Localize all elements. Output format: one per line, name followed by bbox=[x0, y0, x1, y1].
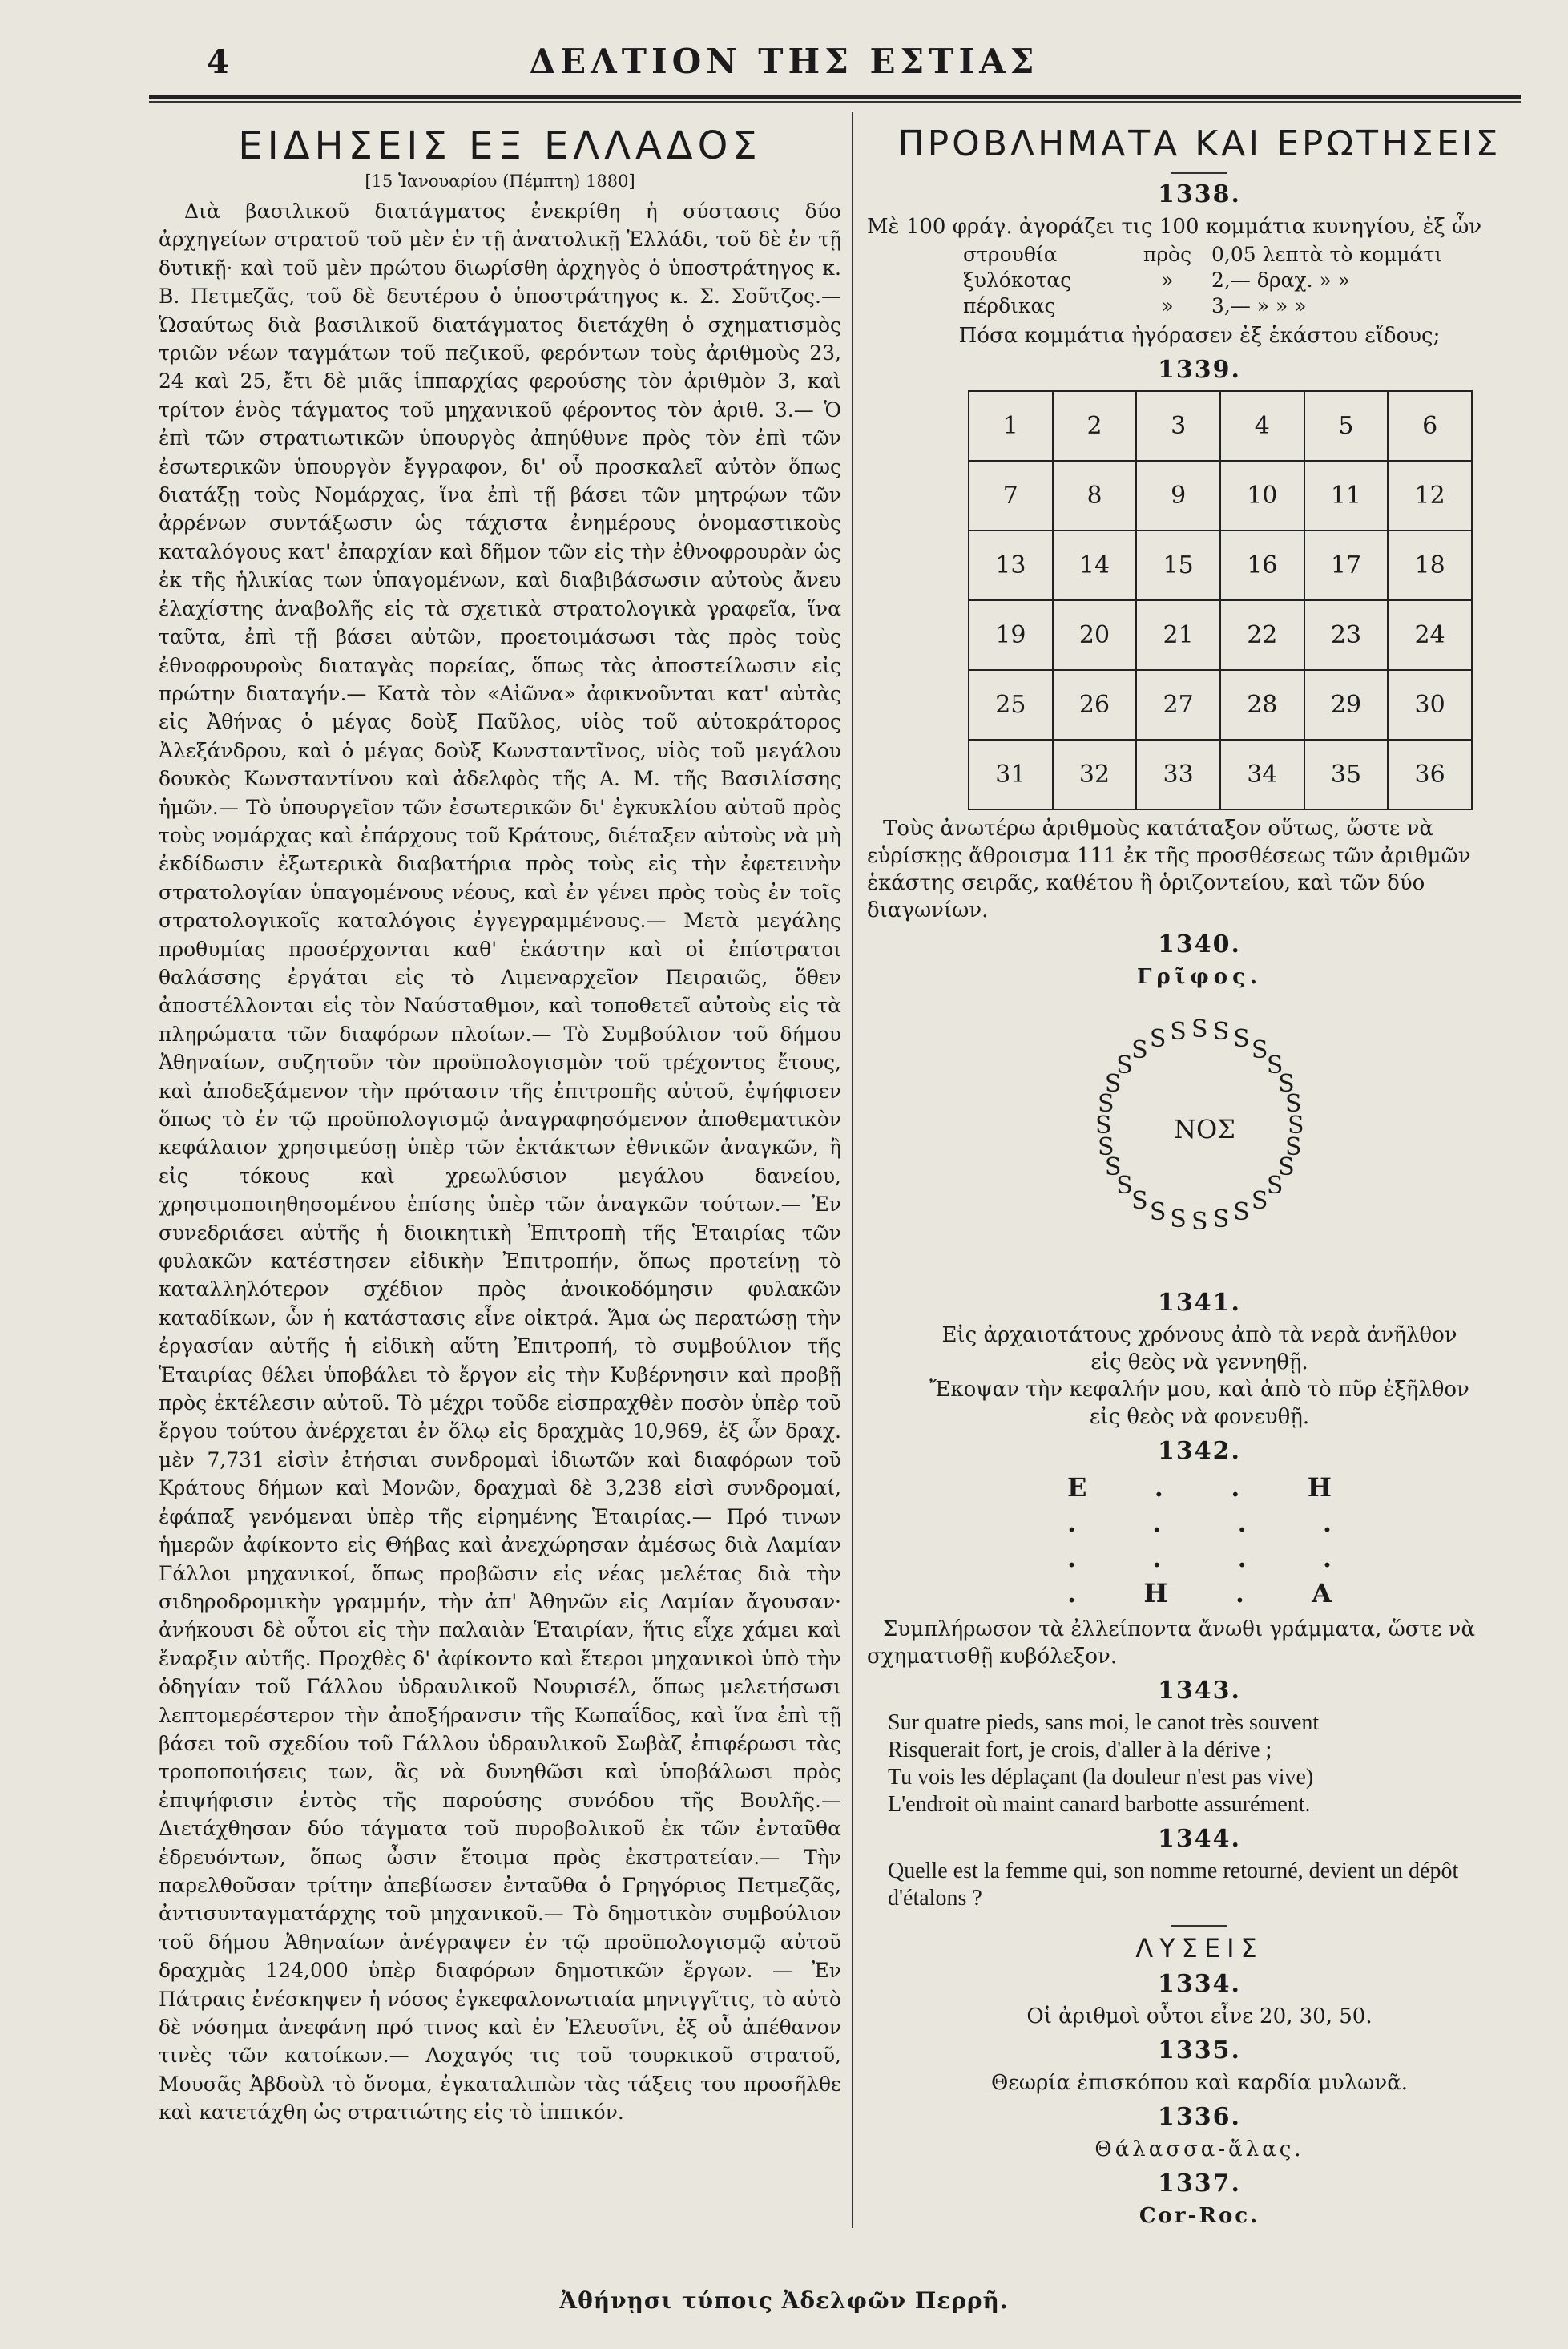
price-mid: πρὸς bbox=[1143, 243, 1192, 266]
price-row bbox=[867, 293, 1532, 319]
news-column bbox=[159, 119, 841, 2127]
header-rule-thin bbox=[149, 101, 1521, 103]
price-item: στρουθία bbox=[963, 243, 1058, 266]
problem-number: 1338. bbox=[1158, 180, 1241, 208]
grid-cell: 34 bbox=[1220, 740, 1304, 809]
word-square-cell: . bbox=[1235, 1578, 1244, 1608]
word-square-cell: . bbox=[1322, 1543, 1332, 1573]
problem-1341-line: εἰς θεὸς νὰ γεννηθῇ. bbox=[1090, 1350, 1308, 1374]
separator bbox=[1171, 1925, 1227, 1927]
grid-cell: 9 bbox=[1136, 461, 1220, 531]
news-body: Διὰ βασιλικοῦ διατάγματος ἐνεκρίθη ἡ σύστασις δύο ἀρχηγείων στρατοῦ τοῦ μὲν ἐν τῇ ἀνατολικῇ Ἑλλάδι, τοῦ δὲ ἐν τῇ δυτικῇ· καὶ τοῦ μὲν πρώτου διωρίσθη ἀρχηγὸς ὁ ὑποστράτηγος κ. Β. Πετμεζᾶς, τοῦ δὲ δευτέρου ὁ ὑποστράτηγος κ. Σ. Σοῦτζος.— Ὡσαύτως διὰ βασιλικοῦ διατάγματος διετάχθη ὁ σχηματισμὸς τριῶν νέων ταγμάτων τοῦ πεζικοῦ, φερόντων τοὺς ἀριθμοὺς 23, 24 καὶ 25, ἔτι δὲ μιᾶς ἱππαρχίας φερούσης τὸν ἀριθμὸν 3, καὶ τρίτον ἑνὸς τάγματος τοῦ μηχανικοῦ φέροντος τὸν ἀριθ. 3.— Ὁ ἐπὶ τῶν στρατιωτικῶν ὑπουργὸς ἀπηύθυνε πρὸς τὸν ἐπὶ τῶν ἐσωτερικῶν ὑπουργὸν ἔγγραφον, δι' οὗ προσκαλεῖ αὐτὸν ὅπως διατάξῃ τοὺς Νομάρχας, ἵνα ἐπὶ τῇ βάσει τῶν μητρῴων τῶν ἀρρένων συντάξωσιν ὡς τάχιστα ἐνημέρους ὀνομαστικοὺς καταλόγους κατ' ἐπαρχίαν καὶ δῆμον τῶν εἰς τὴν ἐθνοφρουρὰν ὡς ἐκ τῆς ἡλικίας των ὑπαγομένων, καὶ διαβιβάσωσιν αὐτοὺς ἄνευ ἐλαχίστης ἀναβολῆς εἰς τὰ σχετικὰ στρατολογικὰ γραφεῖα, ἵνα ταῦτα, ἐπὶ τῇ βάσει αὐτῶν, προετοιμάσωσι τὰς πρὸς τοὺς ἐθνοφρουροὺς διαταγὰς πορείας, ὅπως τὰς ἀποστείλωσιν εἰς πρώτην διαταγήν.— Κατὰ τὸν «Αἰῶνα» ἀφικνοῦνται κατ' αὐτὰς εἰς Ἀθήνας ὁ μέγας δοὺξ Παῦλος, υἱὸς τοῦ αὐτοκράτορος Ἀλεξάνδρου, καὶ ὁ μέγας δοὺξ Κωνσταντῖνος, υἱὸς τοῦ μεγάλου δουκὸς Κωνσταντίνου καὶ ἀδελφὸς τῆς Α. Μ. τῆς Βασιλίσσης ἡμῶν.— Τὸ ὑπουργεῖον τῶν ἐσωτερικῶν δι' ἐγκυκλίου αὐτοῦ πρὸς τοὺς νομάρχας καὶ ἐπάρχους τοῦ Κράτους, διέταξεν αὐτοὺς νὰ μὴ ἐκδίδωσιν ἐξωτερικὰ διαβατήρια πρὸς τοὺς εἰς τὴν ἐφετεινὴν στρατολογίαν ὑπαγομένους νέους, καὶ ἐν γένει πρὸς τοὺς ἐν τοῖς στρατολογικοῖς καταλόγοις ἐγγεγραμμένους.— Μετὰ μεγάλης προθυμίας προσέρχονται καθ' ἑκάστην καὶ οἱ ἐπίστρατοι θαλάσσης ἐργάται εἰς τὸ Λιμεναρχεῖον Πειραιῶς, ὅθεν ἀποστέλλονται εἰς τὸν Ναύσταθμον, καὶ τοποθετεῖ αὐτοὺς εἰς τὰ πληρώματα τῶν διαφόρων πλοίων.— Τὸ Συμβούλιον τοῦ δήμου Ἀθηναίων, συζητοῦν τὸν προϋπολογισμὸν τοῦ τρέχοντος ἔτους, καὶ ἀποδεξάμενον τὴν πρότασιν τῆς ἐπιτροπῆς αὐτοῦ, ἐψήφισεν ὅπως τὸ ἐν τῷ προϋπολογισμῷ ἀναγραφησόμενον ἀποθεματικὸν κεφάλαιον χρησιμεύσῃ ὑπὲρ τῶν ἐκτάκτων ἐθνικῶν ἀναγκῶν, ἢ εἰς τόκους καὶ χρεωλύσιον μεγάλου δανείου, χρησιμοποιηθησομένου ἐπίσης ὑπὲρ τῶν ἀναγκῶν τούτων.— Ἐν συνεδριάσει αὐτῆς ἡ διοικητικὴ Ἐπιτροπὴ τῆς Ἑταιρίας τῶν φυλακῶν κατέστησεν εἰδικὴν Ἐπιτροπήν, ὅπως προτείνῃ τὸ καταλληλότερον σχέδιον πρὸς ἀνοικοδόμησιν φυλακῶν καταδίκων, ὧν ἡ κατάστασις εἶνε οἰκτρά. Ἅμα ὡς περατώσῃ τὴν ἐργασίαν αὐτῆς ἡ εἰδικὴ αὕτη Ἐπιτροπή, τὸ συμβούλιον τῆς Ἑταιρίας θέλει ὑποβάλει τὸ ἔργον εἰς τὴν Κυβέρνησιν καὶ προβῇ πρὸς ἐκτέλεσιν αὐτοῦ. Τὸ μέχρι τοῦδε εἰσπραχθὲν ποσὸν ὑπὲρ τοῦ ἔργου τούτου ἀνέρχεται ἐν ὅλῳ εἰς δραχμὰς 10,969, ἐξ ὧν δραχ. μὲν 7,731 εἰσὶν ἐτήσιαι συνδρομαὶ ἰδιωτῶν καὶ διαφόρων τοῦ Κράτους δήμων καὶ Μονῶν, δραχμαὶ δὲ 3,238 εἰσὶ συνδρομαί, ἐφάπαξ γενόμεναι ὑπὲρ τῆς εἰρημένης Ἑταιρίας.— Πρό τινων ἡμερῶν ἀφίκοντο εἰς Θήβας καὶ ἀνεχώρησαν ἀμέσως διὰ Λαμίαν Γάλλοι μηχανικοί, ὅπως προβῶσιν εἰς νέας μελέτας διὰ τὴν σιδηροδρομικὴν γραμμήν, τὴν ἀπ' Ἀθηνῶν εἰς Λαμίαν ἄγουσαν· ἀνήκουσι δὲ οὗτοι εἰς τὴν παλαιὰν Ἑταιρίαν, ἥτις εἶχε χάμει καὶ ἔναρξιν αὐτῆς. Προχθὲς δ' ἀφίκοντο καὶ ἕτεροι μηχανικοὶ ὑπὸ τὴν ὁδηγίαν τοῦ Γάλλου ὑδραυλικοῦ Νουρισέλ, ὅπως μελετήσωσι λεπτομερέστερον τὴν ἀποξήρανσιν τῆς Κωπαΐδος, καὶ ἵνα ἐπὶ τῇ βάσει τοῦ σχεδίου τοῦ Γάλλου ὑδραυλικοῦ Σωβὰζ ἐπιφέρωσι τὰς τροποποιήσεις των, ἃς νὰ δυνηθῶσι καὶ ὑποβάλωσι πρὸς ἐπιψήφισιν ἐντὸς τῆς παρούσης συνόδου τῆς Βουλῆς.— Διετάχθησαν δύο τάγματα τοῦ πυροβολικοῦ ἐκ τῶν ἐνταῦθα ἑδρευόντων, ὅπως ὦσιν ἕτοιμα πρὸς ἐκστρατείαν.— Τὴν παρελθοῦσαν τρίτην ἀπεβίωσεν ἐνταῦθα ὁ Γρηγόριος Πετμεζᾶς, ἀντισυνταγματάρχης τοῦ μηχανικοῦ.— Τὸ δημοτικὸν συμβούλιον τοῦ δήμου Ἀθηναίων ἀνέγραψεν ἐν τῷ προϋπολογισμῷ αὐτοῦ δραχμὰς 124,000 ὑπὲρ διαφόρων δημοτικῶν ἔργων. — Ἐν Πάτραις ἐνέσκηψεν ἡ νόσος ἐγκεφαλονωτιαία μηνιγγῖτις, τὸ αὐτὸ δὲ νόσημα ἀνεφάνη πρό τινος καὶ ἐν Ἐλευσῖνι, ἐξ οὗ ἀπέθανον τινὲς τῶν κατοίκων.— Λοχαγός τις τοῦ τουρκικοῦ στρατοῦ, Μουσᾶς Ἀβδοὺλ τὸ ὄνομα, ἐγκαταλιπὼν τὰς τάξεις του προσῆλθε καὶ κατετάχθη ὡς στρατιώτης εἰς τὸ ἱππικόν. bbox=[159, 200, 841, 2125]
masthead: ΔΕΛΤΙΟΝ ΤΗΣ ΕΣΤΙΑΣ bbox=[529, 42, 1039, 81]
grid-cell: 12 bbox=[1388, 461, 1472, 531]
price-row bbox=[867, 268, 1532, 293]
problem-1344-text: Quelle est la femme qui, son nomme retourné, devient un dépôt d'étalons ? bbox=[888, 1859, 1459, 1911]
problem-1342-text: Συμπλήρωσον τὰ ἐλλείποντα ἄνωθι γράμματα, ὥστε νὰ σχηματισθῇ κυβόλεξον. bbox=[867, 1617, 1476, 1669]
word-square-cell: . bbox=[1237, 1507, 1247, 1538]
problem-1341-line: εἰς θεὸς νὰ φονευθῇ. bbox=[1089, 1405, 1310, 1429]
word-square-cell: Η bbox=[1143, 1578, 1168, 1608]
rebus-center-word: ΝΟΣ bbox=[1174, 1114, 1235, 1144]
word-square-cell: . bbox=[1154, 1472, 1163, 1503]
grid-cell: 31 bbox=[969, 740, 1053, 809]
grid-cell: 11 bbox=[1304, 461, 1389, 531]
rebus-letter: S bbox=[1233, 1198, 1250, 1227]
grid-cell: 35 bbox=[1304, 740, 1389, 809]
grid-cell: 15 bbox=[1136, 531, 1220, 600]
rebus-letter: S bbox=[1266, 1171, 1284, 1200]
price-mid: » bbox=[1161, 268, 1174, 292]
grid-row bbox=[969, 740, 1472, 809]
word-square-cell: . bbox=[1152, 1543, 1162, 1573]
rebus-letter: S bbox=[1251, 1186, 1268, 1215]
grid-cell: 3 bbox=[1136, 391, 1220, 461]
rebus-letter: S bbox=[1251, 1036, 1268, 1065]
solution-text: Οἱ ἀριθμοὶ οὗτοι εἶνε 20, 30, 50. bbox=[1026, 2004, 1373, 2028]
word-square-cell: . bbox=[1067, 1578, 1077, 1608]
grid-cell: 13 bbox=[969, 531, 1053, 600]
grid-cell: 17 bbox=[1304, 531, 1389, 600]
grid-cell: 8 bbox=[1053, 461, 1137, 531]
problem-number: 1342. bbox=[1158, 1437, 1241, 1465]
grid-cell: 1 bbox=[969, 391, 1053, 461]
problem-1343-line: Tu vois les déplaçant (la douleur n'est pas vive) bbox=[888, 1765, 1314, 1790]
word-square-cell: . bbox=[1231, 1472, 1240, 1503]
problem-1341-line: Ἔκοψαν τὴν κεφαλήν μου, καὶ ἀπὸ τὸ πῦρ ἐξῆλθον bbox=[929, 1378, 1469, 1402]
problem-number: 1340. bbox=[1158, 930, 1241, 959]
news-section-title: ΕΙΔΗΣΕΙΣ ΕΞ ΕΛΛΑΔΟΣ bbox=[238, 123, 762, 168]
rebus-letter: S bbox=[1284, 1090, 1302, 1119]
word-square-row bbox=[1067, 1576, 1332, 1611]
grid-cell: 27 bbox=[1136, 670, 1220, 740]
grid-cell: 19 bbox=[969, 600, 1053, 670]
price-item: ξυλόκοτας bbox=[963, 268, 1072, 292]
problem-1343-line: Sur quatre pieds, sans moi, le canot très souvent bbox=[888, 1710, 1320, 1735]
grid-cell: 23 bbox=[1304, 600, 1389, 670]
problem-1343-line: Risquerait fort, je crois, d'aller à la dérive ; bbox=[888, 1738, 1272, 1762]
rebus-letter: S bbox=[1170, 1205, 1187, 1233]
rebus-letter: S bbox=[1170, 1018, 1187, 1046]
grid-cell: 32 bbox=[1053, 740, 1137, 809]
price-value: 0,05 λεπτὰ τὸ κομμάτι bbox=[1211, 243, 1443, 266]
grid-row bbox=[969, 600, 1472, 670]
rebus-letter: S bbox=[1098, 1090, 1115, 1119]
problem-1341-line: Εἰς ἀρχαιοτάτους χρόνους ἀπὸ τὰ νερὰ ἀνῆλθον bbox=[941, 1323, 1457, 1347]
solution-number: 1336. bbox=[1158, 2103, 1241, 2131]
grid-row bbox=[969, 531, 1472, 600]
grid-cell: 21 bbox=[1136, 600, 1220, 670]
grid-cell: 22 bbox=[1220, 600, 1304, 670]
solution-text: Cor-Roc. bbox=[1139, 2204, 1260, 2228]
problem-1340-subtitle: Γρῖφος. bbox=[1136, 965, 1263, 989]
rebus-letter: S bbox=[1191, 1208, 1208, 1236]
word-square-cell: Α bbox=[1312, 1578, 1332, 1608]
rebus-letter: S bbox=[1266, 1051, 1284, 1080]
grid-cell: 26 bbox=[1053, 670, 1137, 740]
rebus-letter: S bbox=[1149, 1024, 1167, 1053]
solution-number: 1335. bbox=[1158, 2036, 1241, 2064]
magic-square-grid bbox=[968, 390, 1473, 810]
rebus-letter: S bbox=[1278, 1069, 1295, 1098]
problem-number: 1341. bbox=[1158, 1289, 1241, 1317]
rebus-letter: S bbox=[1284, 1132, 1302, 1161]
news-dateline: [15 Ἰανουαρίου (Πέμπτη) 1880] bbox=[365, 172, 635, 191]
problems-column bbox=[867, 119, 1532, 2230]
word-square-cell: Ε bbox=[1067, 1472, 1087, 1503]
word-square-cell: . bbox=[1152, 1507, 1162, 1538]
problem-1338-question: Πόσα κομμάτια ἠγόρασεν ἐξ ἑκάστου εἴδους; bbox=[958, 324, 1441, 348]
grid-cell: 28 bbox=[1220, 670, 1304, 740]
price-mid: » bbox=[1161, 294, 1174, 317]
grid-cell: 4 bbox=[1220, 391, 1304, 461]
grid-cell: 5 bbox=[1304, 391, 1389, 461]
word-square-cell: . bbox=[1067, 1507, 1077, 1538]
grid-cell: 10 bbox=[1220, 461, 1304, 531]
problem-1338-prices bbox=[867, 242, 1532, 319]
solution-number: 1334. bbox=[1158, 1970, 1241, 1998]
solution-text: Θεωρία ἐπισκόπου καὶ καρδία μυλωνᾶ. bbox=[990, 2071, 1409, 2095]
problem-number: 1339. bbox=[1158, 356, 1241, 384]
grid-cell: 7 bbox=[969, 461, 1053, 531]
problems-section-title: ΠΡΟΒΛΗΜΑΤΑ ΚΑΙ ΕΡΩΤΗΣΕΙΣ bbox=[897, 123, 1501, 164]
problem-1339-text: Τοὺς ἀνωτέρω ἀριθμοὺς κατάταξον οὕτως, ὥστε νὰ εὑρίσκῃς ἄθροισμα 111 ἐκ τῆς προσθέσεως τῶν ἀριθμῶν ἑκάστης σειρᾶς, καθέτου ἢ ὁριζοντείου, καὶ τῶν δύο διαγωνίων. bbox=[867, 817, 1471, 922]
rebus-letter: S bbox=[1116, 1171, 1133, 1200]
page-header bbox=[0, 38, 1568, 87]
word-square-row bbox=[1067, 1470, 1332, 1505]
grid-cell: 29 bbox=[1304, 670, 1389, 740]
rebus-letter: S bbox=[1095, 1112, 1112, 1140]
grid-cell: 36 bbox=[1388, 740, 1472, 809]
page-number: 4 bbox=[207, 43, 229, 81]
grid-cell: 16 bbox=[1220, 531, 1304, 600]
problem-1343-line: L'endroit où maint canard barbotte assurément. bbox=[888, 1792, 1311, 1817]
word-square-cell: . bbox=[1067, 1543, 1077, 1573]
rebus-letter: S bbox=[1212, 1205, 1230, 1233]
rebus-letter: S bbox=[1191, 1015, 1208, 1043]
printer-imprint: Ἀθήνῃσι τύποις Ἀδελφῶν Περρῆ. bbox=[559, 2287, 1009, 2314]
grid-cell: 20 bbox=[1053, 600, 1137, 670]
price-row bbox=[867, 242, 1532, 268]
rebus-letter: S bbox=[1212, 1018, 1230, 1046]
solution-text: Θάλασσα-ἅλας. bbox=[1094, 2137, 1304, 2161]
grid-cell: 14 bbox=[1053, 531, 1137, 600]
grid-cell: 18 bbox=[1388, 531, 1472, 600]
word-square-cell: . bbox=[1237, 1543, 1247, 1573]
rebus-letter: S bbox=[1104, 1069, 1122, 1098]
grid-row bbox=[969, 670, 1472, 740]
price-item: πέρδικας bbox=[963, 294, 1056, 317]
problem-number: 1343. bbox=[1158, 1677, 1241, 1705]
grid-cell: 6 bbox=[1388, 391, 1472, 461]
rebus-letter: S bbox=[1098, 1132, 1115, 1161]
rebus-letter: S bbox=[1149, 1198, 1167, 1227]
word-square-row bbox=[1067, 1505, 1332, 1540]
grid-row bbox=[969, 391, 1472, 461]
rebus-letter: S bbox=[1288, 1112, 1304, 1140]
word-square-cell: . bbox=[1322, 1507, 1332, 1538]
rebus-letter: S bbox=[1233, 1024, 1250, 1053]
grid-row bbox=[969, 461, 1472, 531]
problem-1338-intro: Μὲ 100 φράγ. ἀγοράζει τις 100 κομμάτια κυνηγίου, ἐξ ὧν bbox=[867, 215, 1482, 239]
rebus-letter: S bbox=[1104, 1153, 1122, 1182]
price-value: 2,— δραχ. » » bbox=[1211, 268, 1351, 292]
price-value: 3,— » » » bbox=[1211, 294, 1307, 317]
solution-number: 1337. bbox=[1158, 2169, 1241, 2198]
problem-number: 1344. bbox=[1158, 1825, 1241, 1853]
word-square-row bbox=[1067, 1540, 1332, 1576]
column-divider bbox=[852, 112, 853, 2228]
separator bbox=[1171, 172, 1227, 174]
rebus-letter: S bbox=[1278, 1153, 1295, 1182]
word-square-cell: Η bbox=[1307, 1472, 1332, 1503]
rebus-letter: S bbox=[1131, 1036, 1148, 1065]
rebus-letter: S bbox=[1116, 1051, 1133, 1080]
header-rule bbox=[149, 95, 1521, 99]
rebus-letter: S bbox=[1131, 1186, 1148, 1215]
solutions-title: ΛΥΣΕΙΣ bbox=[1135, 1933, 1264, 1964]
word-square-grid bbox=[1067, 1470, 1332, 1611]
grid-cell: 24 bbox=[1388, 600, 1472, 670]
grid-cell: 30 bbox=[1388, 670, 1472, 740]
grid-cell: 33 bbox=[1136, 740, 1220, 809]
grid-cell: 2 bbox=[1053, 391, 1137, 461]
grid-cell: 25 bbox=[969, 670, 1053, 740]
rebus-figure bbox=[1079, 994, 1320, 1282]
